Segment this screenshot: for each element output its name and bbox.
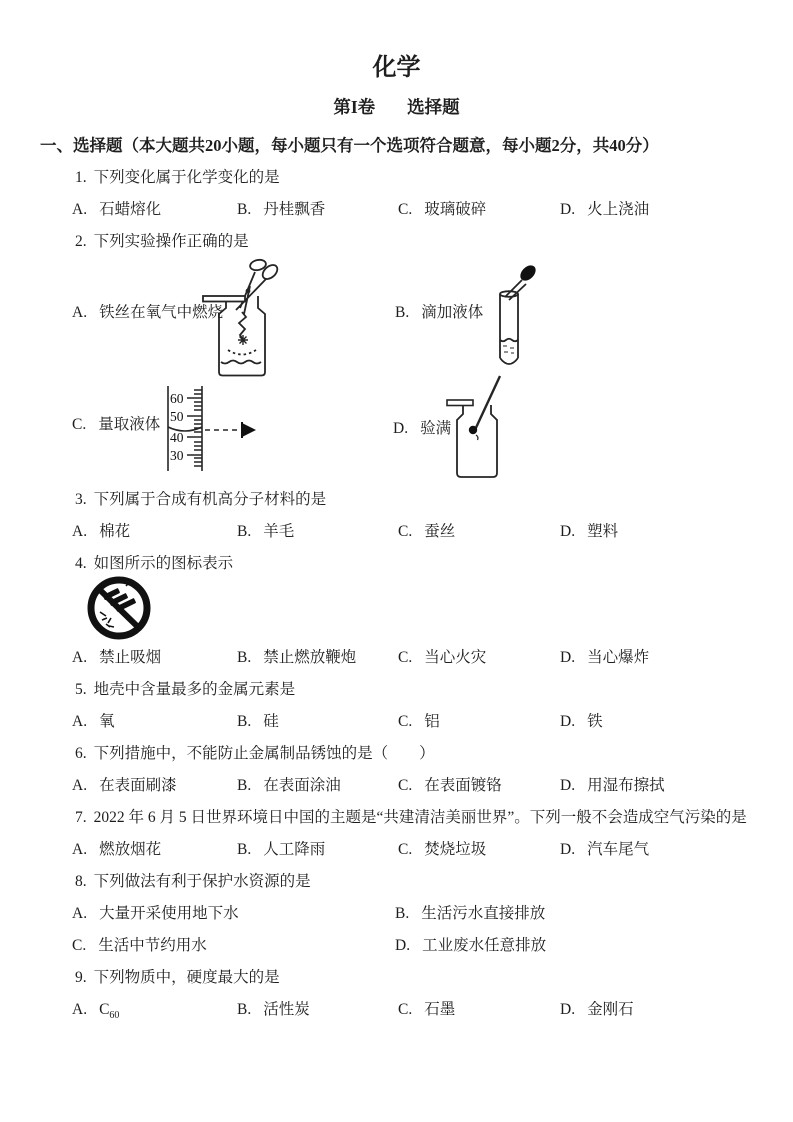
- option-b: B. 羊毛: [237, 523, 295, 540]
- question-9: [0, 962, 793, 1026]
- question-7: [0, 802, 793, 866]
- option-c: C. 焚烧垃圾: [398, 841, 487, 858]
- svg-text:50: 50: [170, 409, 184, 424]
- iron-wire-burning-diagram: [198, 258, 286, 380]
- option-b: B. 活性炭: [237, 1001, 310, 1018]
- section-header: 一、选择题（本大题共20小题，每小题只有一个选项符合题意，每小题2分，共40分）: [40, 136, 659, 155]
- option-a: A. 氧: [72, 713, 115, 730]
- option-a: A. 石蜡熔化: [72, 201, 162, 218]
- option-a: A. 在表面刷漆: [72, 777, 177, 794]
- dropper-test-tube-diagram: [470, 260, 542, 386]
- svg-text:30: 30: [170, 448, 184, 463]
- options-row: [0, 194, 793, 226]
- question-stem: 5. 地壳中含量最多的金属元素是: [75, 681, 296, 698]
- question-8: [0, 866, 793, 962]
- option-a: A. $C_{60}$: [72, 1001, 120, 1022]
- sign-image-row: [0, 580, 793, 642]
- options-row: [0, 642, 793, 674]
- subscript: 60: [109, 1010, 120, 1022]
- options-row: [0, 706, 793, 738]
- option-c: C. 生活中节约用水: [72, 937, 207, 954]
- question-stem: 6. 下列措施中，不能防止金属制品锈蚀的是（ ）: [75, 745, 435, 762]
- question-5: [0, 674, 793, 738]
- option-d: D. 当心爆炸: [560, 649, 650, 666]
- options-row-ab: [0, 898, 793, 930]
- option-d: D. 铁: [560, 713, 603, 730]
- no-fireworks-prohibition-icon: [85, 574, 153, 642]
- svg-text:40: 40: [170, 430, 184, 445]
- question-stem: 3. 下列属于合成有机高分子材料的是: [75, 491, 327, 508]
- question-stem: 2. 下列实验操作正确的是: [75, 233, 249, 250]
- question-stem: 7. 2022 年 6 月 5 日世界环境日中国的主题是“共建清洁美丽世界”。下列一般不会造成空气污染的是: [75, 809, 747, 826]
- options-row: [0, 834, 793, 866]
- option-a: A. 禁止吸烟: [72, 649, 162, 666]
- option-a: A. 燃放烟花: [72, 841, 162, 858]
- exam-title: 化学: [372, 55, 421, 81]
- option-a: A. 铁丝在氧气中燃烧: [72, 304, 224, 321]
- part-label: 第I卷: [333, 97, 376, 117]
- option-b: B. 硅: [237, 713, 279, 730]
- options-row: [0, 516, 793, 548]
- question-3: [0, 484, 793, 548]
- graduated-cylinder-eye-diagram: [158, 384, 266, 474]
- question-stem: 9. 下列物质中，硬度最大的是: [75, 969, 280, 986]
- option-d: D. 工业废水任意排放: [395, 937, 547, 954]
- option-d: D. 汽车尾气: [560, 841, 650, 858]
- option-d: D. 金刚石: [560, 1001, 634, 1018]
- gas-bottle-splint-diagram: [446, 374, 508, 482]
- option-b: B. 丹桂飘香: [237, 201, 326, 218]
- option-b: B. 生活污水直接排放: [395, 905, 546, 922]
- question-4: [0, 548, 793, 674]
- question-2: [0, 226, 793, 484]
- option-b: B. 禁止燃放鞭炮: [237, 649, 357, 666]
- options-row: [0, 770, 793, 802]
- part-name: 选择题: [407, 97, 460, 117]
- option-c: C. 当心火灾: [398, 649, 487, 666]
- option-d: D. 火上浇油: [560, 201, 650, 218]
- option-c: C. 玻璃破碎: [398, 201, 487, 218]
- option-c: C. 铝: [398, 713, 440, 730]
- question-stem: 4. 如图所示的图标表示: [75, 555, 234, 572]
- option-d: D. 塑料: [560, 523, 619, 540]
- svg-text:60: 60: [170, 391, 184, 406]
- option-a: A. 棉花: [72, 523, 131, 540]
- question-stem: 8. 下列做法有利于保护水资源的是: [75, 873, 311, 890]
- question-stem: 1. 下列变化属于化学变化的是: [75, 169, 280, 186]
- question-1: [0, 162, 793, 226]
- option-a: A. 大量开采使用地下水: [72, 905, 239, 922]
- option-c: C. 石墨: [398, 1001, 456, 1018]
- option-d: D. 用湿布擦拭: [560, 777, 665, 794]
- question-6: [0, 738, 793, 802]
- options-row-cd: [0, 930, 793, 962]
- part-heading: [0, 92, 793, 122]
- options-row: [0, 994, 793, 1026]
- option-b: B. 在表面涂油: [237, 777, 341, 794]
- option-c: C. 量取液体: [72, 416, 161, 433]
- option-d: D. 验满: [393, 420, 452, 437]
- options-row-ab: [0, 258, 793, 380]
- option-b: B. 滴加液体: [395, 304, 484, 321]
- option-c: C. 在表面镀铬: [398, 777, 502, 794]
- options-row-cd: [0, 380, 793, 484]
- option-c: C. 蚕丝: [398, 523, 456, 540]
- option-b: B. 人工降雨: [237, 841, 326, 858]
